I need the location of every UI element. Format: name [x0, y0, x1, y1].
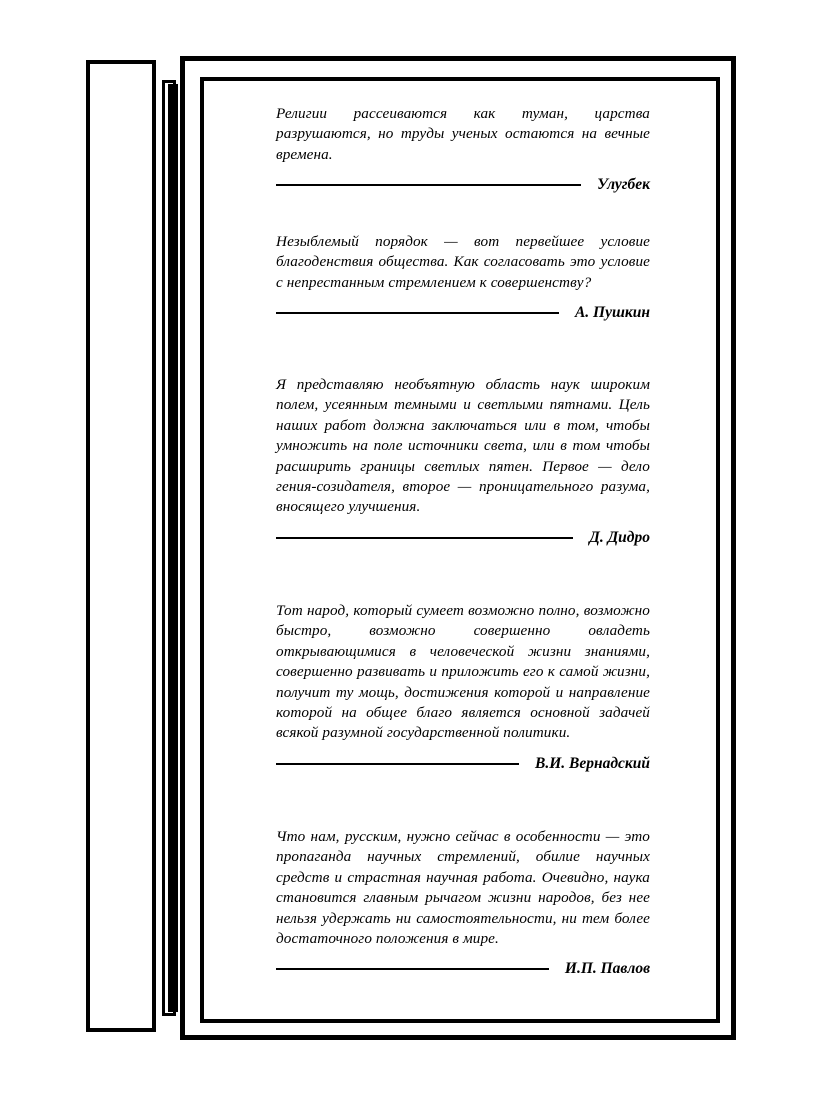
quote-attribution: [276, 174, 650, 196]
quote-attribution: [276, 958, 650, 980]
quotes-list: [276, 104, 650, 1017]
attribution-rule: [276, 184, 581, 186]
quote-text: Религии рассеиваются как туман, царства разрушаются, но труды ученых остаются на вечные времена.: [276, 105, 650, 163]
quote-block: [276, 104, 650, 232]
quote-block: [276, 375, 650, 601]
quote-text: Я представляю необъятную область наук широким полем, усеянным темными и светлыми пятнами. Цель наших работ должна заключаться или в том, чтобы умножить на поле источники света, или в том чтобы расширить границы светлых пятен. Первое — дело гения-созидателя, второе — проницательного разума, вносящего улучшения.: [276, 376, 650, 516]
spine-bar: [168, 84, 178, 1012]
book-spine: [86, 60, 156, 1032]
attribution-rule: [276, 312, 559, 314]
quote-attribution: [276, 302, 650, 324]
attribution-rule: [276, 763, 519, 765]
quote-author: И.П. Павлов: [564, 960, 650, 978]
quote-block: [276, 232, 650, 375]
quote-author: А. Пушкин: [574, 304, 650, 322]
quote-text: Что нам, русским, нужно сейчас в особенности — это пропаганда научных стремлений, обилие научных средств и страстная научная работа. Очевидно, наука становится главным рычагом жизни народов, без нее нельзя удержать ни самостоятельности, ни тем более достаточного положения в мире.: [276, 828, 650, 948]
quote-block: [276, 601, 650, 827]
quote-text: Тот народ, который сумеет возможно полно, возможно быстро, возможно совершенно овладеть открывающимися в человеческой жизни знаниями, совершенно развивать и приложить его к самой жизни, получит ту мощь, достижения которой и направление которой на общее благо является основной задачей всякой разумной государственной политики.: [276, 602, 650, 742]
quote-text: Незыблемый порядок — вот первейшее условие благоденствия общества. Как согласовать это условие с непрестанным стремлением к совершенству?: [276, 233, 650, 291]
quote-attribution: [276, 527, 650, 549]
quote-author: Д. Дидро: [589, 528, 650, 546]
attribution-rule: [276, 537, 573, 539]
attribution-rule: [276, 968, 549, 970]
quote-author: В.И. Вернадский: [534, 754, 650, 772]
quote-author: Улугбек: [597, 176, 650, 194]
quote-block: [276, 827, 650, 1017]
quote-attribution: [276, 753, 650, 775]
